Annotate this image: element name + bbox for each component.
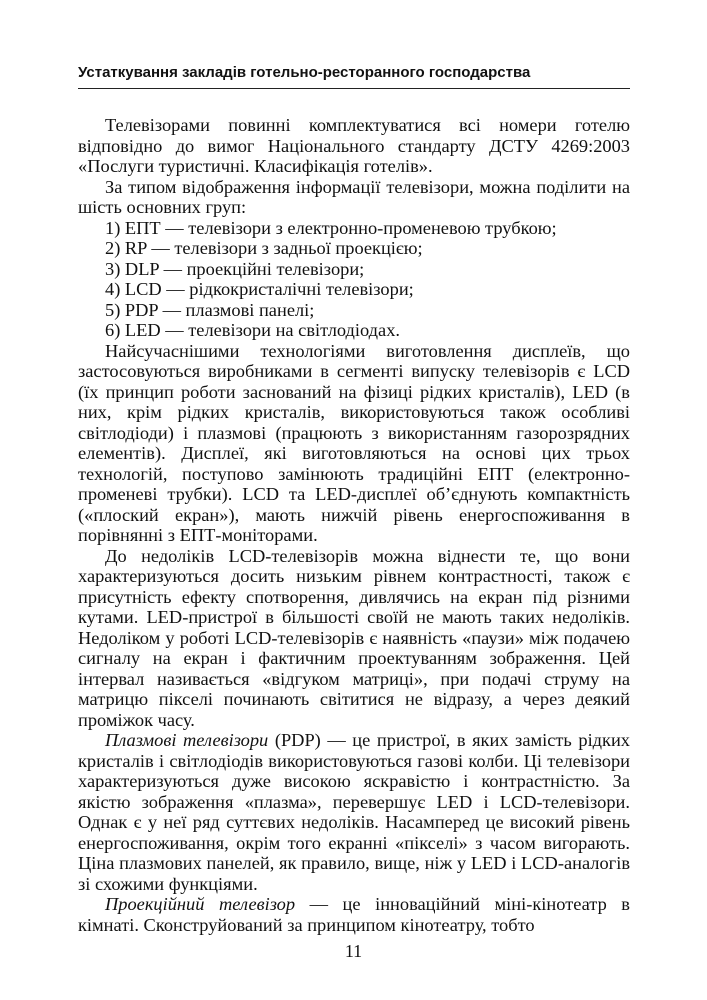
list-item: 5) PDP — плазмові панелі;	[105, 299, 315, 320]
list-item: 4) LCD — рідкокристалічні телевізори;	[105, 279, 414, 299]
page-number: 11	[344, 941, 363, 961]
list-item: 1) ЕПТ — телевізори з електронно-променевою трубкою;	[105, 217, 557, 238]
paragraph-5	[78, 730, 630, 894]
paragraph-4: До недоліків LCD-телевізорів можна віднести те, що вони характеризуються досить низьким рівнем контрастності, також є присутність ефекту спотворення, дивлячись на екран під різними кутами. LED-пристрої в більшості своїй не мають таких недоліків. Недоліком у роботі LCD-телевізорів є наявність «паузи» між подачею сигналу на екран і фактичним проектуванням зображення. Цей інтервал називається «відгуком матриці», при подачі струму на матрицю пікселі починають світитися не відразу, а через деякий проміжок часу.	[78, 545, 630, 730]
paragraph-1: Телевізорами повинні комплектуватися всі номери готелю відповідно до вимог Національного стандарту ДСТУ 4269:2003 «Послуги туристичні. Класифікація готелів».	[78, 115, 630, 176]
list-item: 6) LED — телевізори на світлодіодах.	[105, 320, 400, 340]
term-projection-tv: Проекційний телевізор	[105, 894, 296, 914]
running-header: Устаткування закладів готельно-ресторанного господарства	[78, 64, 531, 81]
paragraph-5-text: (PDP) — це пристрої, в яких замість рідких кристалів і світлодіодів використовуються газові колби. Ці телевізори характеризуються дуже високою яскравістю і контрастністю. За якістю зображення «плазма», перевершує LED і LCD-телевізори. Однак є у неї ряд суттєвих недоліків. Насамперед це високий рівень енергоспоживання, окрім того екранні «пікселі» з часом вигорають. Ціна плазмових панелей, як правило, вище, ніж у LED і LCD-аналогів зі схожими функціями.	[78, 730, 631, 894]
paragraph-6-text: — це інноваційний міні-кінотеатр в кімнаті. Сконструйований за принципом кінотеатру, тобто	[78, 894, 630, 935]
list-item: 3) DLP — проекційні телевізори;	[105, 258, 365, 279]
paragraph-3: Найсучаснішими технологіями виготовлення дисплеїв, що застосовуються виробниками в сегменті випуску телевізорів є LCD (їх принцип роботи заснований на фізиці рідких кристалів), LED (в них, крім рідких кристалів, використовуються також особливі світлодіоди) і плазмові (працюють з використанням газорозрядних елементів). Дисплеї, які виготовляються на основі цих трьох технологій, поступово замінюють традиційні ЕПТ (електронно-променеві трубки). LCD та LED-дисплеї об’єднують компактність («плоский екран»), мають нижчій рівень енергоспоживання в порівнянні з ЕПТ-моніторами.	[78, 340, 630, 545]
list-item: 2) RP — телевізори з задньої проекцією;	[105, 238, 423, 258]
paragraph-2: За типом відображення інформації телевізори, можна поділити на шість основних груп:	[78, 176, 630, 217]
term-plasma-tv: Плазмові телевізори	[105, 730, 269, 750]
paragraph-6	[78, 894, 630, 935]
header-divider	[78, 88, 630, 89]
body-text	[78, 115, 630, 935]
